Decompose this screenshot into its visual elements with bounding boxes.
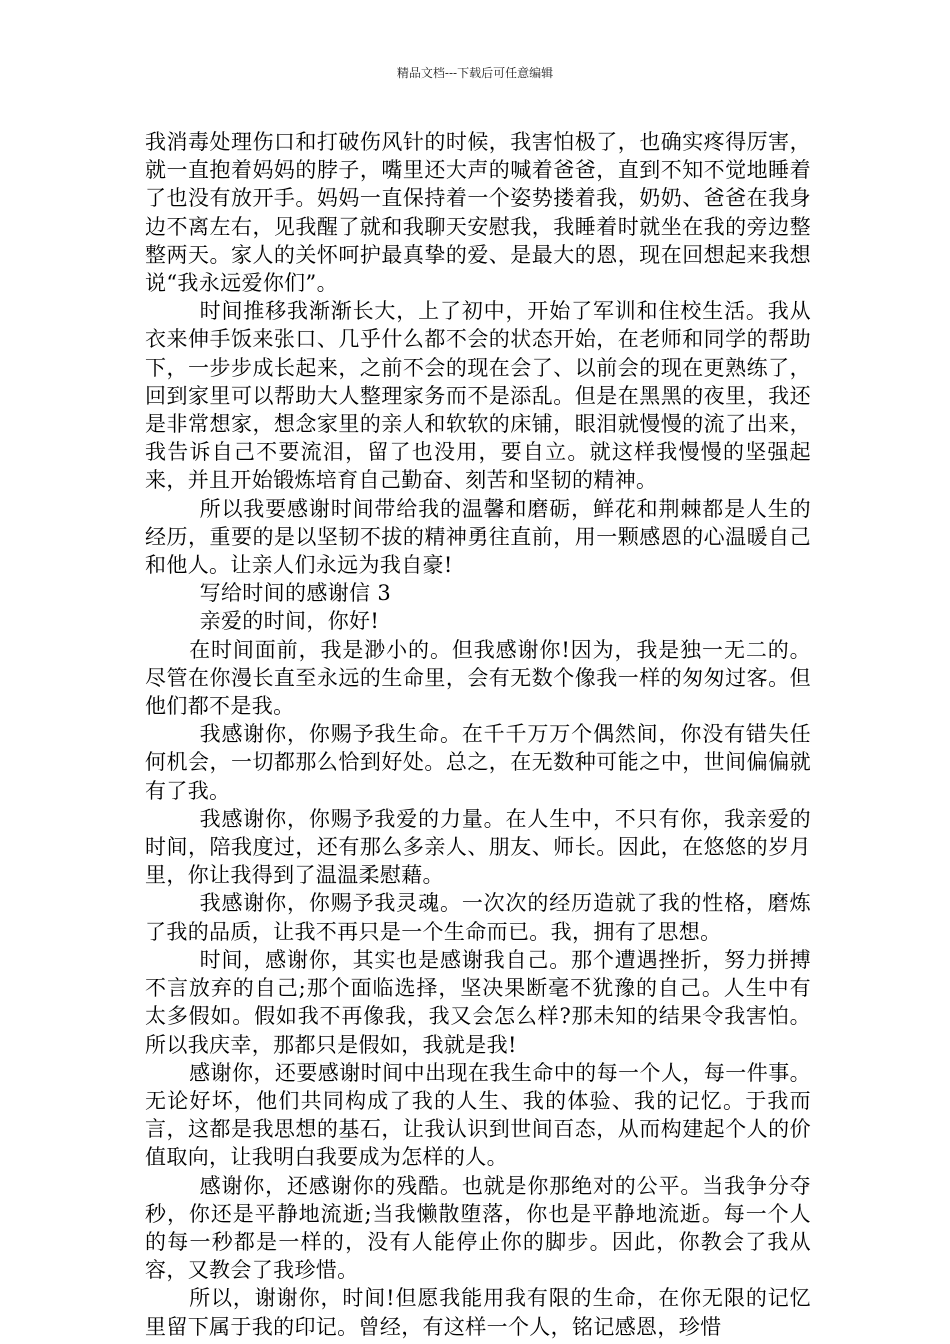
page-header: 精品文档---下载后可任意编辑 bbox=[396, 66, 554, 80]
paragraph: 在时间面前，我是渺小的。但我感谢你!因为，我是独一无二的。尽管在你漫长直至永远的生命里，会有无数个像我一样的匆匆过客。但他们都不是我。 bbox=[145, 637, 811, 719]
section-title: 写给时间的感谢信 3 bbox=[199, 581, 392, 606]
paragraph: 我感谢你，你赐予我生命。在千千万万个偶然间，你没有错失任何机会，一切都那么恰到好处。总之，在无数种可能之中，世间偏偏就有了我。 bbox=[145, 722, 811, 803]
paragraph: 感谢你，还感谢你的残酷。也就是你那绝对的公平。当我争分夺秒，你还是平静地流逝;当我懒散堕落，你也是平静地流逝。每一个人的每一秒都是一样的，没有人能停止你的脚步。因此，你教会了我从容，又教会了我珍惜。 bbox=[145, 1173, 811, 1283]
paragraph: 时间，感谢你，其实也是感谢我自己。那个遭遇挫折，努力拼搏不言放弃的自己;那个面临选择，坚决果断毫不犹豫的自己。人生中有太多假如。假如我不再像我，我又会怎么样?那未知的结果令我害怕。所以我庆幸，那都只是假如，我就是我! bbox=[145, 947, 811, 1057]
paragraph: 我感谢你，你赐予我爱的力量。在人生中，不只有你，我亲爱的时间，陪我度过，还有那么多亲人、朋友、师长。因此，在悠悠的岁月里，你让我得到了温温柔慰藉。 bbox=[145, 806, 811, 888]
document-body bbox=[145, 128, 811, 1341]
salutation: 亲爱的时间，你好! bbox=[199, 609, 380, 634]
paragraph: 所以我要感谢时间带给我的温馨和磨砺，鲜花和荆棘都是人生的经历，重要的是以坚韧不拔的精神勇往直前，用一颗感恩的心温暖自己和他人。让亲人们永远为我自豪! bbox=[145, 496, 811, 578]
paragraph: 所以，谢谢你，时间!但愿我能用我有限的生命，在你无限的记忆里留下属于我的印记。曾经，有这样一个人，铭记感恩，珍惜 bbox=[145, 1286, 811, 1339]
paragraph: 我感谢你，你赐予我灵魂。一次次的经历造就了我的性格，磨炼了我的品质，让我不再只是一个生命而已。我，拥有了思想。 bbox=[145, 891, 811, 944]
paragraph-continuation: 我消毒处理伤口和打破伤风针的时候，我害怕极了，也确实疼得厉害，就一直抱着妈妈的脖子，嘴里还大声的喊着爸爸，直到不知不觉地睡着了也没有放开手。妈妈一直保持着一个姿势搂着我，奶奶、爸爸在我身边不离左右，见我醒了就和我聊天安慰我，我睡着时就坐在我的旁边整整两天。家人的关怀呵护最真挚的爱、是最大的恩，现在回想起来我想说“我永远爱你们”。 bbox=[145, 130, 811, 296]
paragraph: 感谢你，还要感谢时间中出现在我生命中的每一个人，每一件事。无论好坏，他们共同构成了我的人生、我的体验、我的记忆。于我而言，这都是我思想的基石，让我认识到世间百态，从而构建起个人的价值取向，让我明白我要成为怎样的人。 bbox=[145, 1060, 811, 1170]
paragraph: 时间推移我渐渐长大，上了初中，开始了军训和住校生活。我从衣来伸手饭来张口、几乎什么都不会的状态开始，在老师和同学的帮助下，一步步成长起来，之前不会的现在会了、以前会的现在更熟练了，回到家里可以帮助大人整理家务而不是添乱。但是在黑黑的夜里，我还是非常想家，想念家里的亲人和软软的床铺，眼泪就慢慢的流了出来，我告诉自己不要流泪，留了也没用，要自立。就这样我慢慢的坚强起来，并且开始锻炼培育自己勤奋、刻苦和坚韧的精神。 bbox=[145, 299, 811, 493]
